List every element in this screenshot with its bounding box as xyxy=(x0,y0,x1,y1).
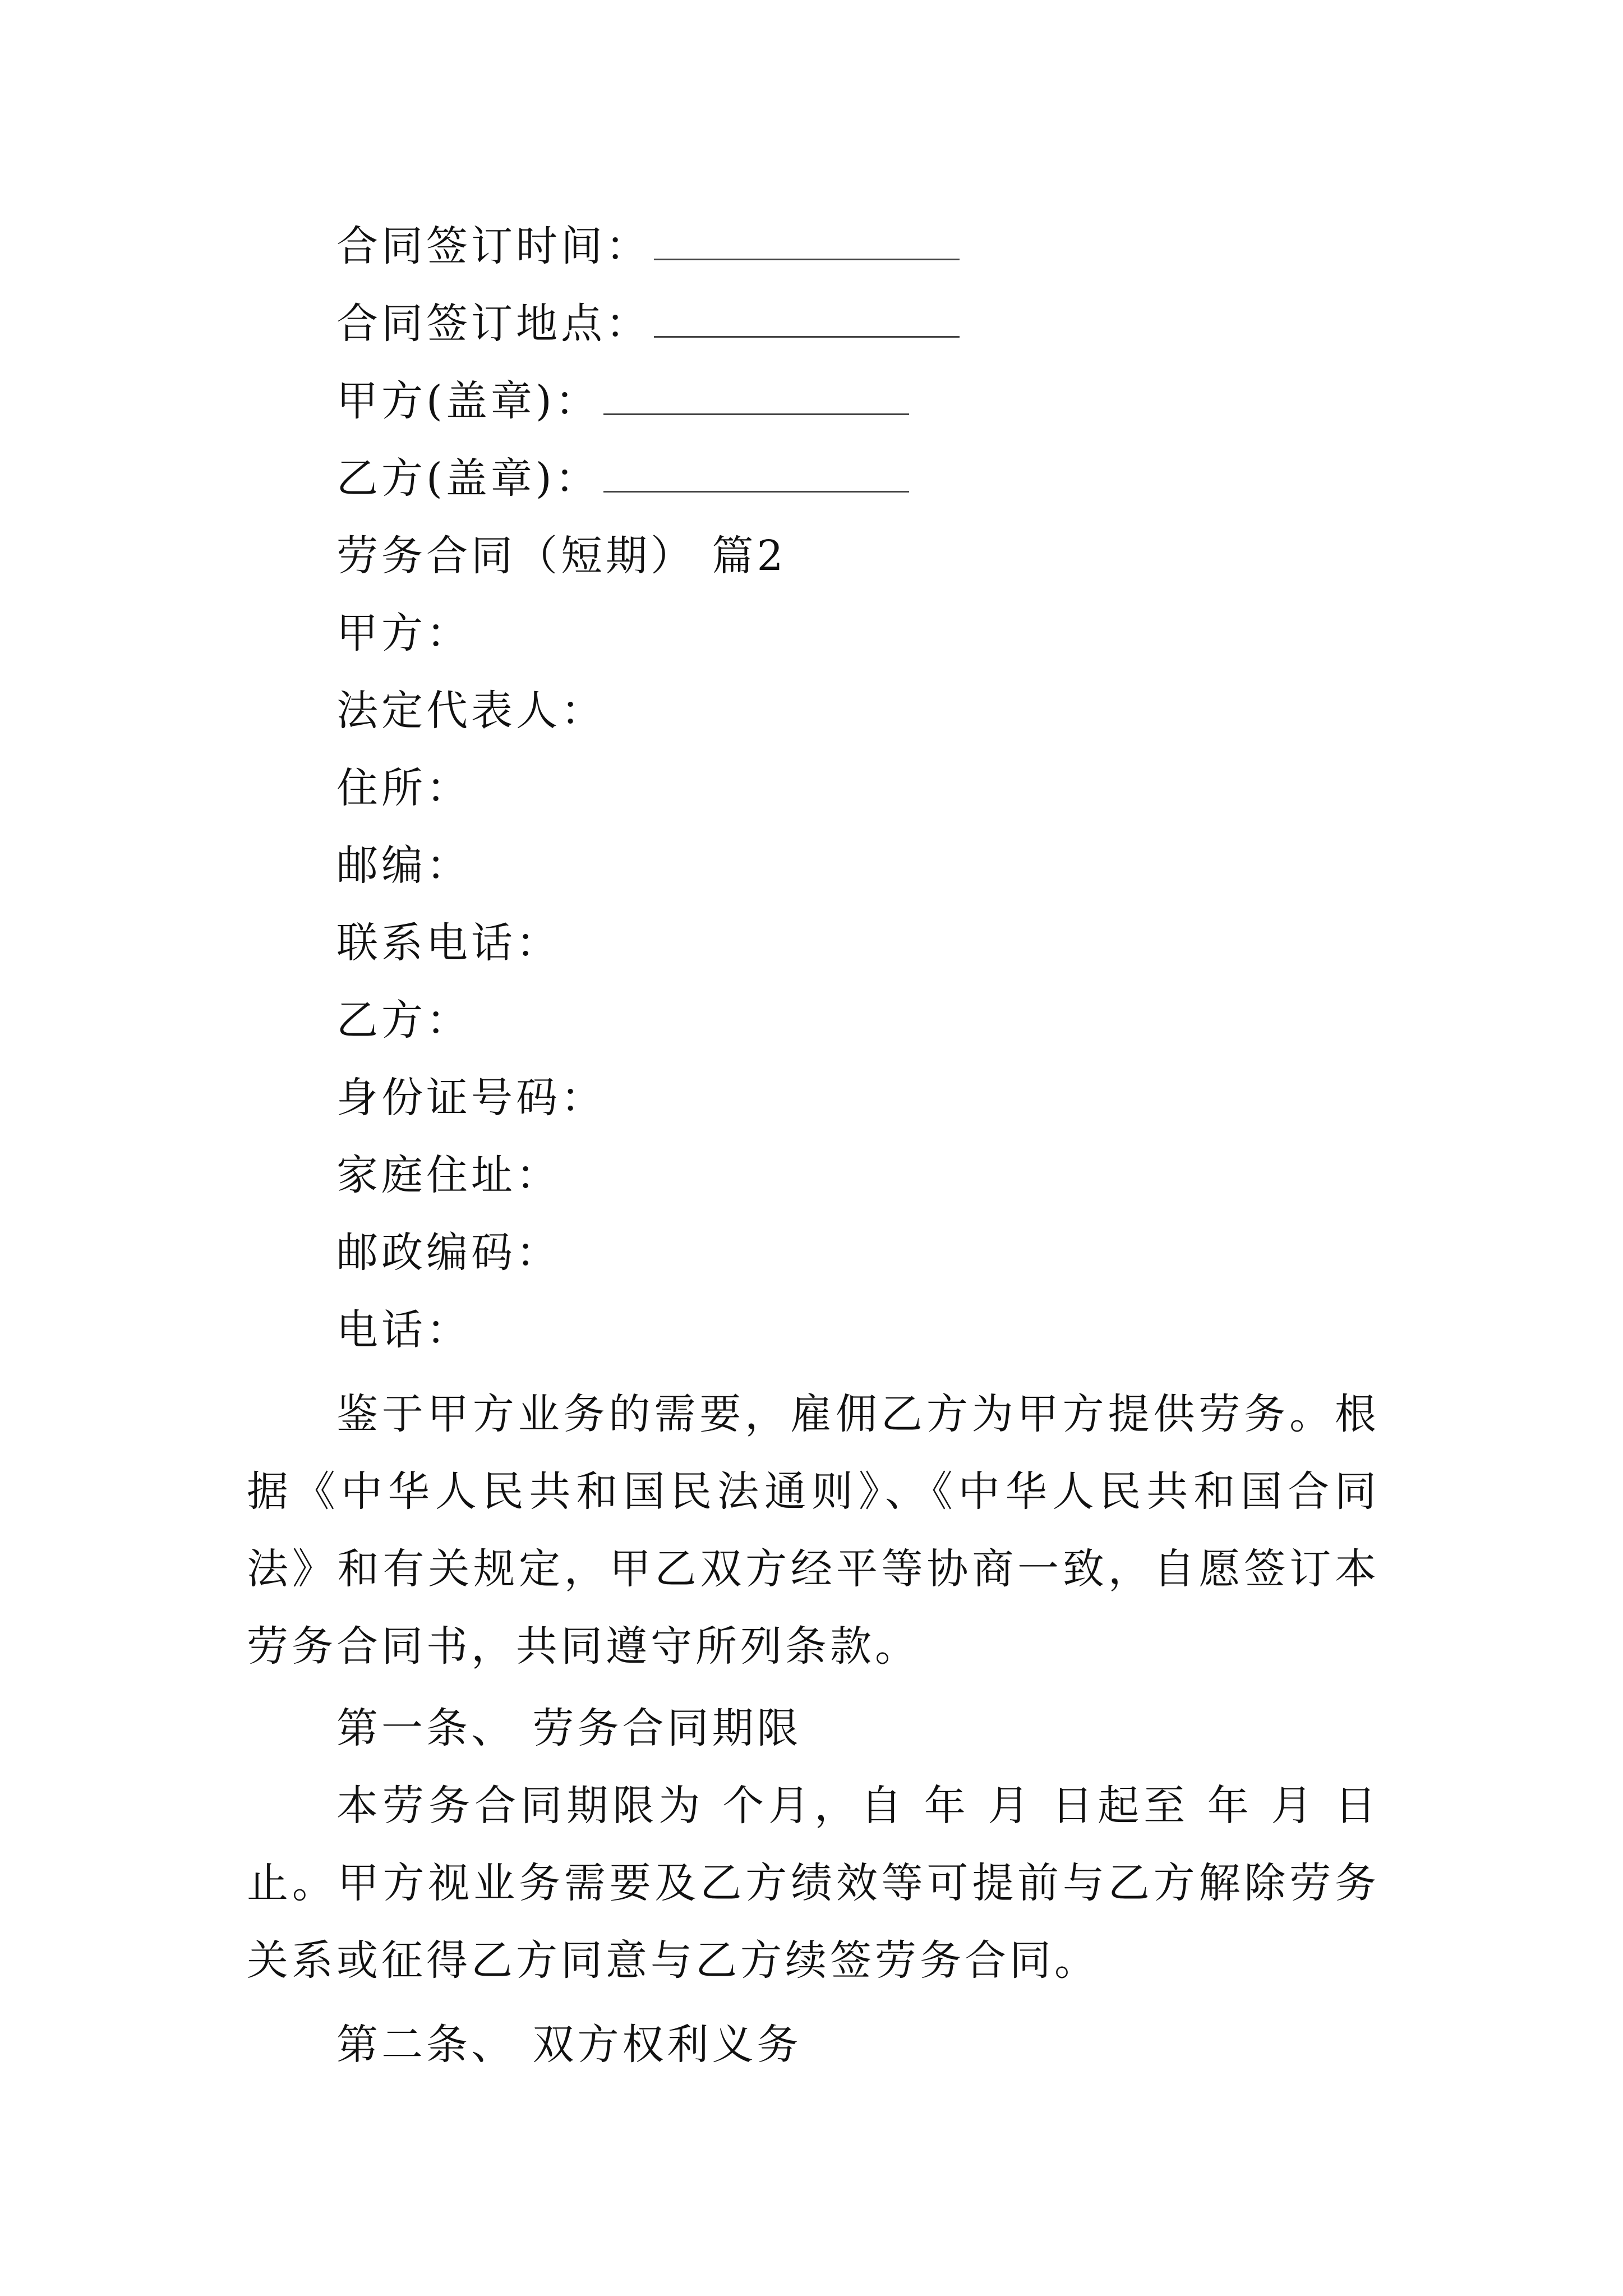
phone-label: 电话： xyxy=(336,1306,471,1354)
party-a-label: 甲方： xyxy=(336,609,471,657)
party-b-seal-label: 乙方(盖章)： xyxy=(336,454,600,503)
section-title: 劳务合同（短期） 篇2 xyxy=(336,532,787,580)
postal-code-label: 邮政编码： xyxy=(336,1228,561,1277)
sign-time-label: 合同签订时间： xyxy=(336,222,651,270)
sign-time-blank xyxy=(654,219,960,260)
article1-body: 本劳务合同期限为 个月，自 年 月 日起至 年 月 日止。甲方视业务需要及乙方绩效等可提前与乙方解除劳务关系或征得乙方同意与乙方续签劳务合同。 xyxy=(247,1782,1380,1985)
party-a-seal-blank xyxy=(603,374,909,415)
article1-title: 第一条、 劳务合同期限 xyxy=(336,1704,802,1752)
party-b-seal-blank xyxy=(603,452,909,493)
id-number-label: 身份证号码： xyxy=(336,1074,606,1122)
sign-place-row xyxy=(247,285,1380,362)
sign-place-label: 合同签订地点： xyxy=(336,300,651,348)
article2-title: 第二条、 双方权利义务 xyxy=(336,2021,802,2069)
legal-rep-label: 法定代表人： xyxy=(336,687,606,735)
party-a-seal-label: 甲方(盖章)： xyxy=(336,377,600,425)
preamble-paragraph: 鉴于甲方业务的需要，雇佣乙方为甲方提供劳务。根据《中华人民共和国民法通则》、《中华人民共和国合同法》和有关规定，甲乙双方经平等协商一致，自愿签订本劳务合同书，共同遵守所列条款。 xyxy=(247,1390,1380,1671)
document-content xyxy=(247,208,1380,2083)
party-b-seal-row xyxy=(247,440,1380,517)
home-address-label: 家庭住址： xyxy=(336,1151,561,1199)
sign-time-row xyxy=(247,208,1380,285)
party-a-seal-row xyxy=(247,362,1380,440)
party-b-label: 乙方： xyxy=(336,996,471,1045)
contact-phone-label: 联系电话： xyxy=(336,919,561,967)
address-label: 住所： xyxy=(336,764,471,812)
sign-place-blank xyxy=(654,297,960,338)
postcode-label: 邮编： xyxy=(336,841,471,890)
